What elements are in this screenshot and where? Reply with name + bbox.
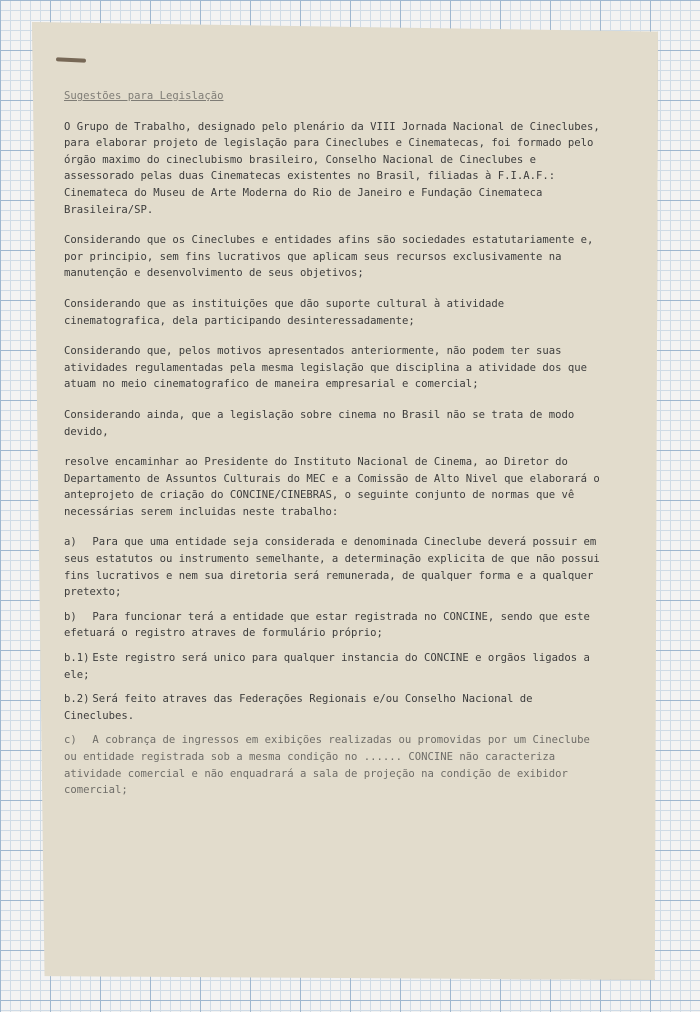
item-label: b.1) (64, 652, 90, 665)
paragraph-considering-2: Considerando que as instituições que dão suporte cultural à atividade cinematografica, dela participando desinteressadamente; (64, 297, 505, 327)
paragraph-considering-1: Considerando que os Cineclubes e entidades afins são sociedades estatutariamente e, por principio, sem fins lucrativos que aplicam seus recursos exclusivamente na manutenção e desenvolvimento de seus objetivos; (64, 234, 594, 280)
item-label: c) (64, 734, 77, 747)
paragraph-intro: O Grupo de Trabalho, designado pelo plenário da VIII Jornada Nacional de Cineclubes, para elaborar projeto de legislação para Cineclubes e Cinematecas, foi formado pelo órgão maximo do cineclubismo brasileiro, Conselho Nacional de Cineclubes e assessorado pelas duas Cinematecas existentes no Brasil, filiadas à F.I.A.F.: Cinemateca do Museu de Arte Moderna do Rio de Janeiro e Fundação Cinemateca Brasileira/SP. (64, 120, 600, 216)
typed-document (64, 88, 604, 807)
paragraph-resolution: resolve encaminhar ao Presidente do Instituto Nacional de Cinema, ao Diretor do Departamento de Assuntos Culturais do MEC e a Comissão de Alto Nivel que elaborará o anteprojeto de criação do CONCINE/CINEBRAS, o seguinte conjunto de normas que vê necessárias serem incluidas neste trabalho: (64, 456, 600, 518)
paragraph-considering-3: Considerando que, pelos motivos apresentados anteriormente, não podem ter suas atividades regulamentadas pela mesma legislação que disciplina a atividade dos que atuam no meio cinematografico de maneira empresarial e comercial; (64, 345, 587, 391)
item-label: b.2) (64, 693, 90, 706)
item-label: a) (64, 536, 77, 549)
item-label: b) (64, 610, 77, 623)
item-text: A cobrança de ingressos em exibições realizadas ou promovidas por um Cineclube ou entidade registrada sob a mesma condição no ...... CONCINE não caracteriza atividade comercial e não enquadrará a sala de projeção na condição de exibidor comercial; (64, 734, 590, 797)
item-text: Este registro será unico para qualquer instancia do CONCINE e orgãos ligados a ele; (64, 652, 590, 681)
paragraph-considering-4: Considerando ainda, que a legislação sobre cinema no Brasil não se trata de modo devido, (64, 408, 575, 438)
item-text: Será feito atraves das Federações Regionais e/ou Conselho Nacional de Cineclubes. (64, 693, 533, 722)
item-text: Para que uma entidade seja considerada e denominada Cineclube deverá possuir em seus estatutos ou instrumento semelhante, a determinação explicita de que não possui fins lucrativos e nem sua diretoria será remunerada, de qualquer forma e a qualquer pretexto; (64, 536, 600, 599)
list-item (64, 609, 604, 642)
item-text: Para funcionar terá a entidade que estar registrada no CONCINE, sendo que este efetuará o registro atraves de formulário próprio; (64, 610, 590, 640)
list-item (64, 691, 604, 724)
list-item (64, 650, 604, 683)
document-title: Sugestões para Legislação (64, 90, 224, 102)
list-item (64, 534, 604, 600)
list-item (64, 732, 604, 798)
